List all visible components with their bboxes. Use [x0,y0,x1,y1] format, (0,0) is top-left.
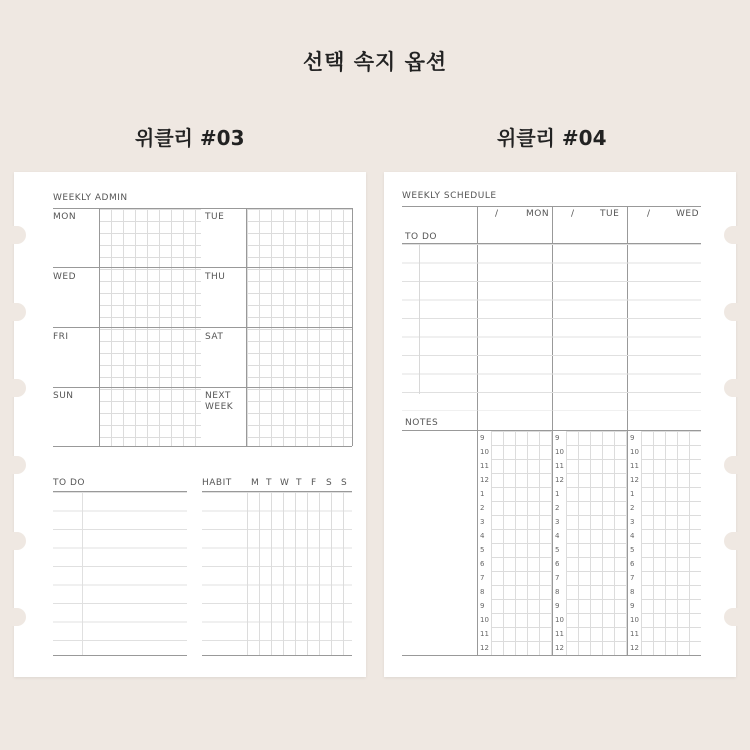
ring-hole [2,379,26,397]
habit-day-s: S [326,478,333,488]
day-col-mon: MON [526,209,550,219]
day-label-wed: WED [53,272,77,282]
hour-label: 9 [555,434,560,442]
hour-label: 9 [480,602,485,610]
ring-hole [724,456,748,474]
divider [53,267,352,268]
habit-day-s: S [341,478,348,488]
hour-label: 12 [630,644,639,652]
ring-hole [724,532,748,550]
ring-hole [2,532,26,550]
divider [419,244,420,394]
day-label-thu: THU [205,272,226,282]
day-col-tue: TUE [600,209,620,219]
hour-label: 2 [630,504,635,512]
schedule-lines [402,244,701,411]
hour-label: 6 [480,560,485,568]
hour-label: 3 [555,518,560,526]
hour-label: 7 [480,574,485,582]
ring-hole [2,608,26,626]
habit-day-t: T [296,478,302,488]
hour-label: 2 [555,504,560,512]
ring-hole [2,456,26,474]
hour-grid [491,431,552,655]
hour-label: 8 [555,588,560,596]
divider [53,446,352,447]
hour-label: 5 [555,546,560,554]
hour-label: 9 [555,602,560,610]
divider [202,655,352,656]
habit-day-t: T [266,478,272,488]
hour-label: 8 [480,588,485,596]
divider [53,655,187,656]
hour-label: 10 [555,448,564,456]
hour-label: 6 [555,560,560,568]
habit-day-m: M [251,478,260,488]
habit-day-f: F [311,478,317,488]
ring-hole [724,226,748,244]
label-weekly-03: 위클리 #03 [135,126,245,150]
hour-label: 11 [480,630,489,638]
sheet-weekly-03 [14,172,366,677]
hour-label: 9 [480,434,485,442]
hour-labels [480,431,489,655]
hour-grid [641,431,701,655]
ring-hole [724,379,748,397]
weekly-admin-header: WEEKLY ADMIN [53,193,128,203]
hour-labels [555,431,564,655]
hour-label: 8 [630,588,635,596]
ring-hole [724,303,748,321]
hour-label: 4 [480,532,485,540]
ring-hole [724,608,748,626]
day-label-mon: MON [53,212,77,222]
ring-hole [2,226,26,244]
hour-label: 1 [630,490,635,498]
hour-label: 5 [480,546,485,554]
hour-label: 12 [480,476,489,484]
day-label-tue: TUE [205,212,225,222]
hour-label: 5 [630,546,635,554]
notes-header: NOTES [405,418,439,428]
day-col-slash: / [571,209,575,219]
hour-label: 12 [480,644,489,652]
hour-label: 10 [555,616,564,624]
divider [53,327,352,328]
page-title: 선택 속지 옵션 [302,50,448,74]
day-col-slash: / [495,209,499,219]
divider [82,492,83,655]
hour-label: 1 [555,490,560,498]
hour-labels [630,431,639,655]
habit-day-w: W [280,478,290,488]
day-label-next-week: NEXT WEEK [205,391,234,412]
hour-grid [566,431,627,655]
day-label-fri: FRI [53,332,69,342]
divider [53,387,352,388]
hour-label: 12 [555,644,564,652]
day-col-slash: / [647,209,651,219]
hour-label: 6 [630,560,635,568]
hour-label: 9 [630,602,635,610]
hour-label: 11 [630,630,639,638]
hour-label: 10 [480,616,489,624]
hour-label: 11 [555,630,564,638]
divider [352,208,353,446]
hour-label: 4 [555,532,560,540]
day-label-sun: SUN [53,391,74,401]
ring-hole [2,303,26,321]
todo-lines [53,492,187,655]
hour-label: 3 [480,518,485,526]
hour-label: 10 [630,616,639,624]
habit-header: HABIT [202,478,232,488]
hour-label: 2 [480,504,485,512]
hour-label: 11 [630,462,639,470]
hour-label: 10 [630,448,639,456]
weekly-schedule-header: WEEKLY SCHEDULE [402,191,497,201]
hour-label: 7 [555,574,560,582]
todo-header: TO DO [405,232,437,242]
day-col-wed: WED [676,209,700,219]
sheet-weekly-04 [384,172,736,677]
hour-label: 10 [480,448,489,456]
hour-label: 11 [480,462,489,470]
habit-grid [247,492,352,655]
day-label-sat: SAT [205,332,224,342]
divider [402,655,701,656]
hour-label: 12 [630,476,639,484]
todo-header: TO DO [53,478,85,488]
hour-label: 4 [630,532,635,540]
hour-label: 1 [480,490,485,498]
hour-label: 12 [555,476,564,484]
hour-label: 9 [630,434,635,442]
hour-label: 3 [630,518,635,526]
label-weekly-04: 위클리 #04 [497,126,607,150]
hour-label: 11 [555,462,564,470]
hour-label: 7 [630,574,635,582]
